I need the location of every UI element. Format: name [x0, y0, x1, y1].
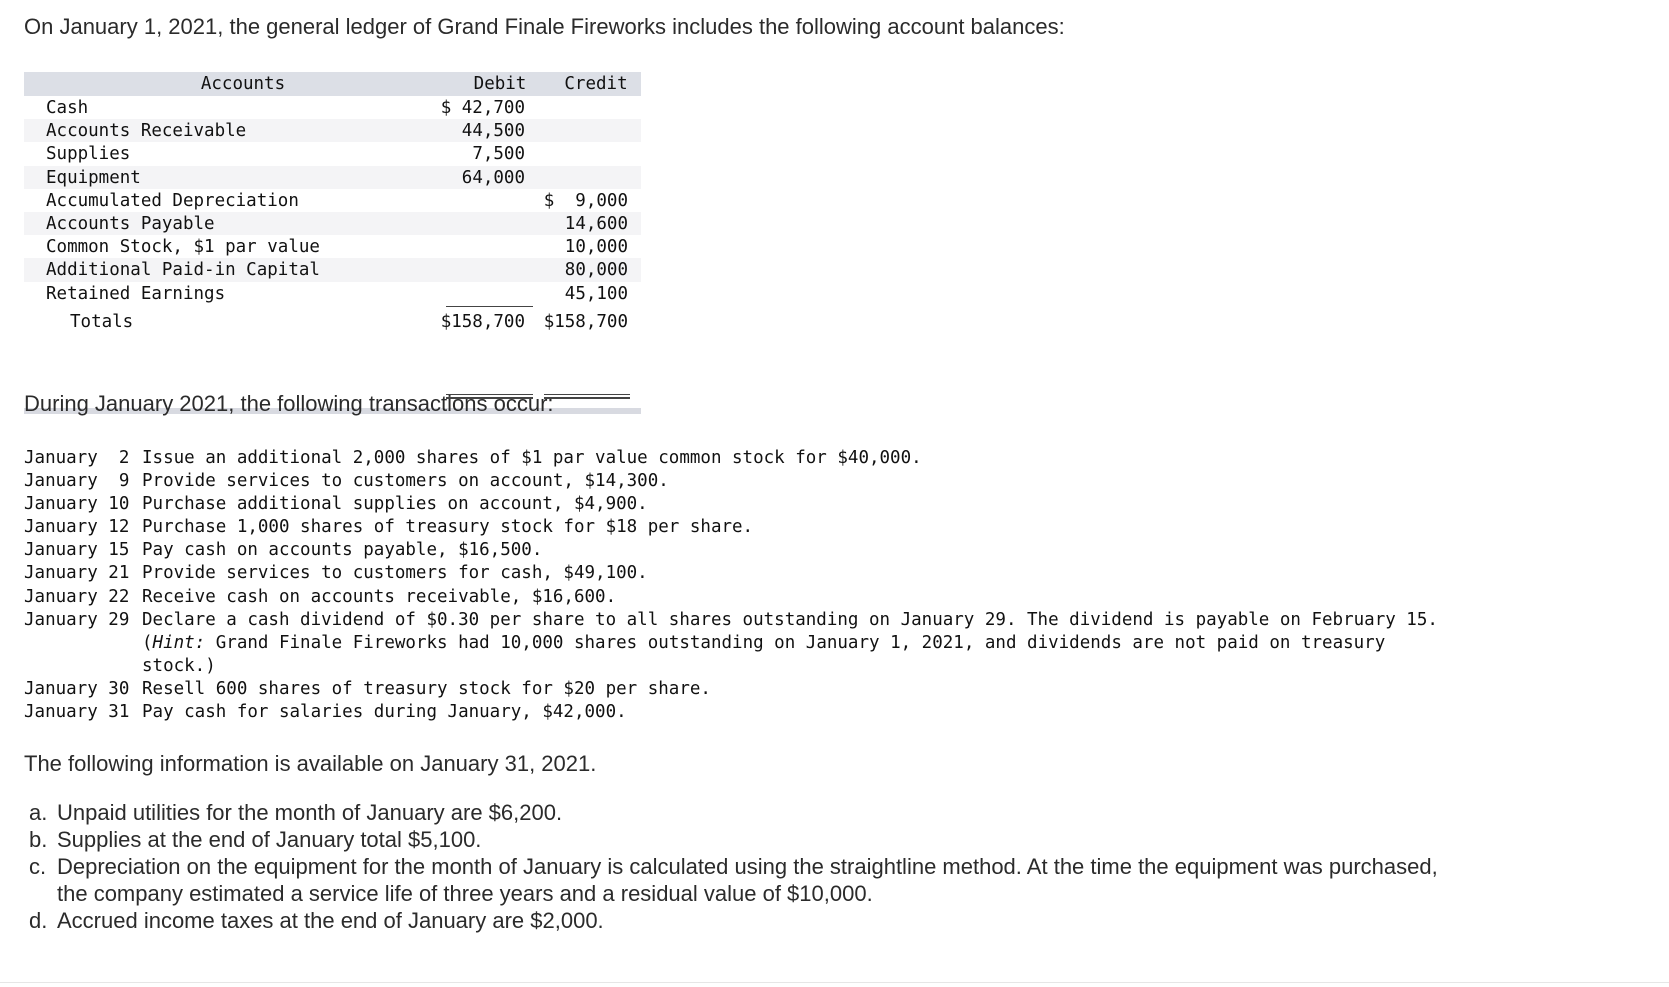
debit-value: $ 42,700	[440, 98, 525, 118]
totals-row	[24, 305, 641, 335]
account-name: Common Stock, $1 par value	[46, 237, 320, 258]
table-row	[24, 212, 641, 235]
account-name: Cash	[46, 98, 89, 118]
transaction-date: January 9	[24, 471, 130, 492]
transaction-text-part: Declare a cash dividend of $0.30 per share to all shares outstanding on January 29. The dividend is payable on February 15. (	[142, 609, 1449, 653]
list-item	[24, 853, 1464, 907]
account-name: Additional Paid-in Capital	[46, 260, 320, 281]
list-item	[24, 539, 1442, 562]
table-row	[24, 96, 641, 119]
list-item	[24, 907, 1464, 934]
additional-info-list	[24, 799, 1464, 934]
item-label: a.	[29, 800, 48, 825]
item-label: d.	[29, 908, 48, 933]
list-item	[24, 609, 1449, 678]
table-row	[24, 142, 641, 165]
table-header	[24, 72, 641, 96]
account-name: Supplies	[46, 144, 131, 165]
table-row	[24, 119, 641, 142]
debit-total-underline	[446, 306, 533, 307]
account-name: Equipment	[46, 167, 141, 188]
transaction-date: January 29	[24, 609, 130, 630]
transaction-text: Receive cash on accounts receivable, $16,600.	[142, 586, 617, 607]
credit-value: 10,000	[564, 237, 628, 258]
item-label: c.	[29, 854, 47, 879]
totals-label: Totals	[70, 311, 134, 332]
list-item	[24, 678, 1442, 701]
transaction-date: January 2	[24, 448, 130, 468]
transaction-text: Provide services to customers on account, $14,300.	[142, 471, 669, 492]
credit-value: 45,100	[564, 283, 628, 304]
transaction-date: January 21	[24, 563, 130, 584]
intro-text: On January 1, 2021, the general ledger of Grand Finale Fireworks includes the following account balances:	[24, 14, 1065, 39]
credit-value: $ 9,000	[543, 190, 628, 211]
account-name: Accounts Payable	[46, 213, 215, 234]
bottom-divider	[0, 982, 1669, 983]
transaction-text: Purchase additional supplies on account, $4,900.	[142, 494, 648, 515]
table-row	[24, 235, 641, 258]
transaction-date: January 31	[24, 702, 130, 723]
credit-value: 80,000	[564, 260, 628, 281]
item-label: b.	[29, 827, 48, 852]
account-name: Retained Earnings	[46, 283, 226, 304]
list-item	[24, 470, 1442, 493]
item-text: Depreciation on the equipment for the month of January is calculated using the straightline method. At the time the equipment was purchased, the company estimated a service life of three years and a residual value of $10,000.	[57, 854, 1438, 906]
table-row	[24, 189, 641, 212]
credit-total: $158,700	[543, 311, 628, 332]
table-row	[24, 282, 641, 305]
debit-value: 44,500	[461, 121, 525, 142]
list-item	[24, 516, 1442, 539]
list-item	[24, 799, 1464, 826]
transaction-date: January 30	[24, 678, 130, 699]
info-heading: The following information is available on January 31, 2021.	[24, 751, 597, 776]
header-accounts: Accounts	[200, 74, 286, 94]
debit-value: 64,000	[461, 167, 525, 188]
header-credit: Credit	[564, 74, 628, 94]
list-item	[24, 586, 1442, 609]
item-text: Accrued income taxes at the end of January are $2,000.	[57, 908, 604, 933]
list-item	[24, 701, 1442, 724]
transaction-text: Pay cash on accounts payable, $16,500.	[142, 540, 543, 561]
account-name: Accumulated Depreciation	[46, 190, 299, 211]
hint-label: Hint:	[152, 632, 206, 653]
item-text: Unpaid utilities for the month of January are $6,200.	[57, 800, 563, 825]
transaction-text: Pay cash for salaries during January, $42,000.	[142, 702, 627, 723]
transaction-text: Issue an additional 2,000 shares of $1 par value common stock for $40,000.	[142, 448, 922, 468]
account-name: Accounts Receivable	[46, 121, 247, 142]
header-debit: Debit	[473, 74, 527, 94]
list-item	[24, 826, 1464, 853]
table-row	[24, 258, 641, 281]
transaction-text: Purchase 1,000 shares of treasury stock for $18 per share.	[142, 517, 754, 538]
list-item	[24, 562, 1442, 585]
account-balances-table	[24, 72, 641, 335]
transaction-date: January 12	[24, 517, 130, 538]
transaction-text	[142, 609, 1449, 678]
transaction-date: January 10	[24, 494, 130, 515]
credit-total-double-underline	[544, 394, 630, 399]
credit-value: 14,600	[564, 213, 628, 234]
transaction-date: January 15	[24, 540, 130, 561]
table-row	[24, 166, 641, 189]
debit-total: $158,700	[440, 311, 525, 332]
transactions-list	[24, 447, 1449, 724]
transaction-date: January 22	[24, 586, 130, 607]
list-item	[24, 447, 1442, 470]
list-item	[24, 493, 1442, 516]
transaction-text-part: Grand Finale Fireworks had 10,000 shares outstanding on January 1, 2021, and dividends are not paid on treasury stock.)	[142, 632, 1396, 676]
transaction-text: Provide services to customers for cash, $49,100.	[142, 563, 648, 584]
transaction-text: Resell 600 shares of treasury stock for $20 per share.	[142, 678, 711, 699]
transactions-heading: During January 2021, the following transactions occur:	[24, 391, 554, 416]
debit-value: 7,500	[472, 144, 525, 165]
item-text: Supplies at the end of January total $5,100.	[57, 827, 482, 852]
